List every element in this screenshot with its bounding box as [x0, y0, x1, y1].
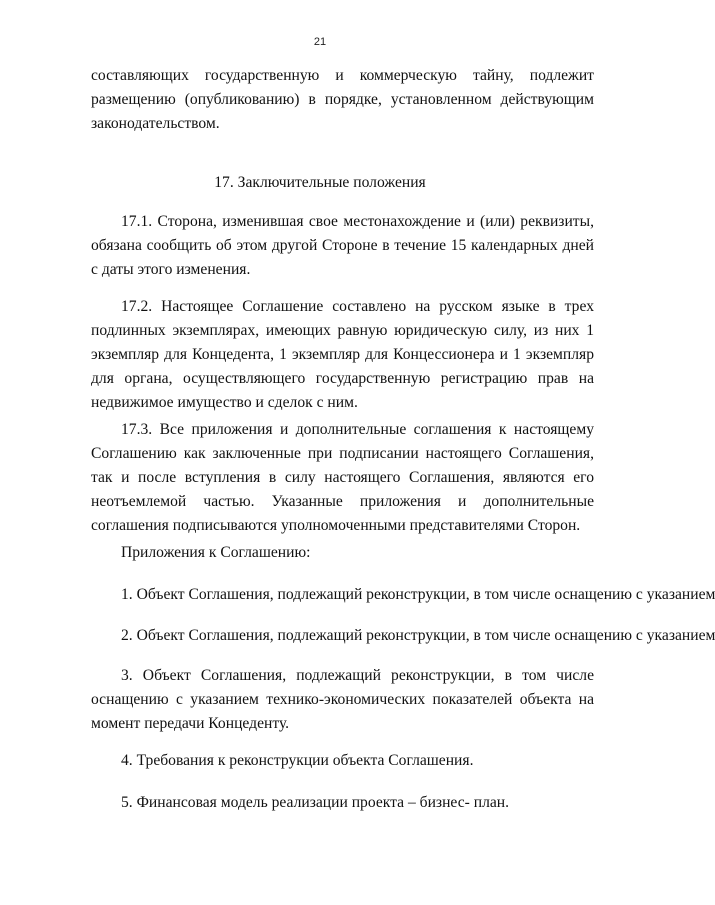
section-heading: 17. Заключительные положения: [214, 174, 426, 191]
appendices-heading: Приложения к Соглашению:: [121, 544, 311, 561]
appendix-item-1: 1. Объект Соглашения, подлежащий реконструкции, в том числе оснащению с указанием: [121, 586, 715, 603]
intro-paragraph: составляющих государственную и коммерческую тайну, подлежит размещению (опубликованию) в порядке, установленном действующим законодательством.: [91, 67, 594, 132]
appendix-item-3: 3. Объект Соглашения, подлежащий реконструкции, в том числе оснащению с указанием технико-экономических показателей объекта на момент передачи Концеденту.: [91, 667, 594, 732]
clause-17-2: 17.2. Настоящее Соглашение составлено на русском языке в трех подлинных экземплярах, имеющих равную юридическую силу, из них 1 экземпляр для Концедента, 1 экземпляр для Концессионера и 1 экземпляр для органа, осуществляющего государственную регистрацию прав на недвижимое имущество и сделок с ним.: [91, 298, 594, 411]
clause-17-3: 17.3. Все приложения и дополнительные соглашения к настоящему Соглашению как заключенные при подписании настоящего Соглашения, так и после вступления в силу настоящего Соглашения, являются его неотъемлемой частью. Указанные приложения и дополнительные соглашения подписываются уполномоченными представителями Сторон.: [91, 421, 594, 534]
page-number: 21: [313, 36, 327, 48]
appendix-item-4: 4. Требования к реконструкции объекта Соглашения.: [121, 752, 474, 769]
clause-17-1: 17.1. Сторона, изменившая свое местонахождение и (или) реквизиты, обязана сообщить об этом другой Стороне в течение 15 календарных дней с даты этого изменения.: [91, 213, 594, 278]
appendix-item-2: 2. Объект Соглашения, подлежащий реконструкции, в том числе оснащению с указанием: [121, 627, 715, 644]
appendix-item-5: 5. Финансовая модель реализации проекта – бизнес- план.: [121, 794, 510, 811]
